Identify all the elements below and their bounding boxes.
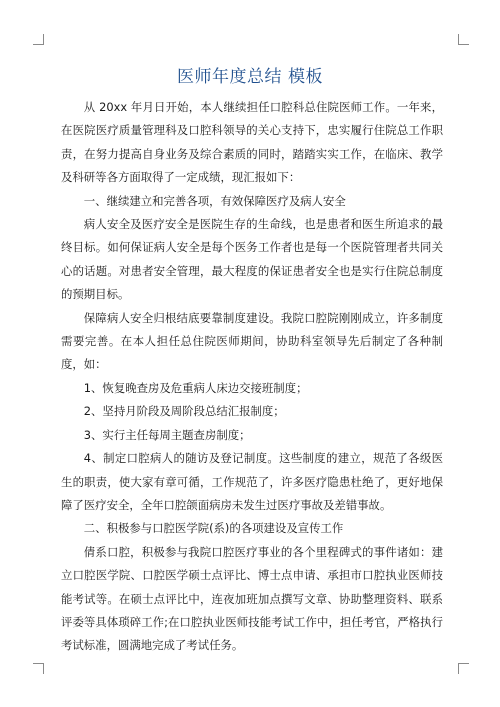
list-item: 3、实行主任每周主题查房制度； [83,427,251,442]
list-item: 1、恢复晚查房及危重病人床边交接班制度； [83,380,308,395]
paragraph-intro: 从 20xx 年月日开始，本人继续担任口腔科总住院医师工作。一年来，在医院医疗质量管理科及口腔科领导的关心支持下，忠实履行住院总工作职责，在努力提高自身业务及综合素质的同时，踏踏实实工作，在临床、教学及科研等各方面取得了一定成绩，现汇报如下： [61,100,443,185]
crop-mark-top-right [458,34,469,45]
crop-mark-bottom-left [33,663,44,674]
paragraph: 病人安全及医疗安全是医院生存的生命线，也是患者和医生所追求的最终目标。如何保证病人安全是每个医务工作者也是每一个医院管理者共同关心的话题。对患者安全管理，最大程度的保证患者安全也是实行住院总制度的预期目标。 [61,217,443,302]
list-item: 4、制定口腔病人的随访及登记制度。这些制度的建立，规范了各级医生的职责，使大家有章可循，工作规范了，许多医疗隐患杜绝了，更好地保障了医疗安全，全年口腔颌面病房未发生过医疗事故及差错事故。 [61,451,443,512]
document-body [61,96,443,658]
paragraph: 保障病人安全归根结底要靠制度建设。我院口腔院刚刚成立，许多制度需要完善。在本人担任总住院医师期间，协助科室领导先后制定了各种制度，如： [61,310,443,372]
section-heading-1: 一、继续建立和完善各项，有效保障医疗及病人安全 [83,193,346,208]
list-item: 2、坚持月阶段及周阶段总结汇报制度； [83,404,285,419]
document-title: 医师年度总结 模板 [177,67,323,87]
section-heading-2: 二、积极参与口腔医学院(系)的各项建设及宣传工作 [83,521,344,536]
paragraph: 倩系口腔，积极参与我院口腔医疗事业的各个里程碑式的事件诸如：建立口腔医学院、口腔医学硕士点评比、博士点申请、承担市口腔执业医师技能考试等。在硕士点评比中，连夜加班加点撰写文章、协助整理资料、联系评委等具体琐碎工作;在口腔执业医师技能考试工作中，担任考官，严格执行考试标准，圆满地完成了考试任务。 [61,544,443,653]
crop-mark-top-left [33,34,44,45]
crop-mark-bottom-right [458,663,469,674]
